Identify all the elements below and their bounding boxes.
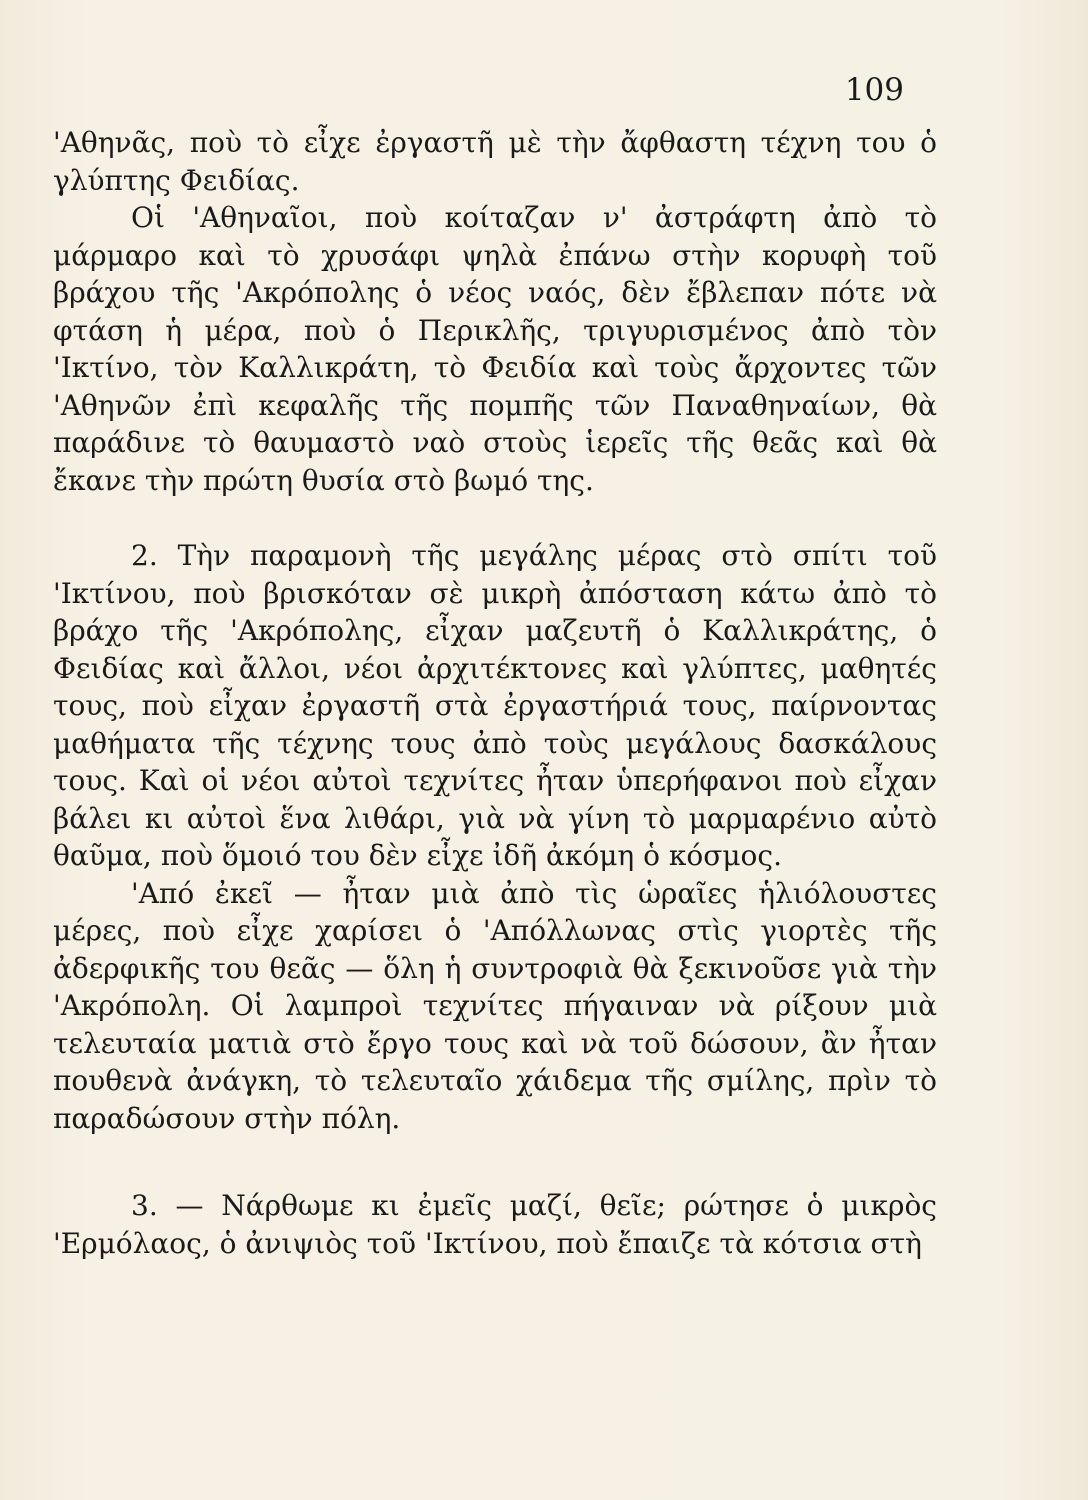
paragraph-3: 2. Τὴν παραμονὴ τῆς μεγάλης μέρας στὸ σπίτι τοῦ 'Ικτίνου, ποὺ βρισκόταν σὲ μικρὴ ἀπόσταση κάτω ἀπὸ τὸ βράχο τῆς 'Ακρόπολης, εἶχαν μαζευτῆ ὁ Καλλικράτης, ὁ Φειδίας καὶ ἄλλοι, νέοι ἀρχιτέκτονες καὶ γλύπτες, μαθητές τους, ποὺ εἶχαν ἐργαστῆ στὰ ἐργαστήριά τους, παίρνοντας μαθήματα τῆς τέχνης τους ἀπὸ τοὺς μεγάλους δασκάλους τους. Καὶ οἱ νέοι αὐτοὶ τεχνίτες ἦταν ὑπερήφανοι ποὺ εἶχαν βάλει κι αὐτοὶ ἕνα λιθάρι, γιὰ νὰ γίνη τὸ μαρμαρένιο αὐτὸ θαῦμα, ποὺ ὅμοιό του δὲν εἶχε ἰδῆ ἀκόμη ὁ κόσμος. [53, 539, 937, 872]
body-text [53, 124, 937, 1262]
page-number: 109 [844, 72, 904, 108]
paragraph-1: 'Αθηνᾶς, ποὺ τὸ εἶχε ἐργαστῆ μὲ τὴν ἄφθαστη τέχνη του ὁ γλύπτης Φειδίας. [53, 126, 937, 197]
paragraph-2: Οἱ 'Αθηναῖοι, ποὺ κοίταζαν ν' ἀστράφτη ἀπὸ τὸ μάρμαρο καὶ τὸ χρυσάφι ψηλὰ ἐπάνω στὴν κορυφὴ τοῦ βράχου τῆς 'Ακρόπολης ὁ νέος ναός, δὲν ἔβλεπαν πότε νὰ φτάση ἡ μέρα, ποὺ ὁ Περικλῆς, τριγυρισμένος ἀπὸ τὸν 'Ικτίνο, τὸν Καλλικράτη, τὸ Φειδία καὶ τοὺς ἄρχοντες τῶν 'Αθηνῶν ἐπὶ κεφαλῆς τῆς πομπῆς τῶν Παναθηναίων, θὰ παράδινε τὸ θαυμαστὸ ναὸ στοὺς ἱερεῖς τῆς θεᾶς καὶ θὰ ἔκανε τὴν πρώτη θυσία στὸ βωμό της. [53, 201, 937, 497]
paragraph-4: 'Από ἐκεῖ — ἦταν μιὰ ἀπὸ τὶς ὡραῖες ἡλιόλουστες μέρες, ποὺ εἶχε χαρίσει ὁ 'Απόλλωνας στὶς γιορτὲς τῆς ἀδερφικῆς του θεᾶς — ὅλη ἡ συντροφιὰ θὰ ξεκινοῦσε γιὰ τὴν 'Ακρόπολη. Οἱ λαμπροὶ τεχνίτες πήγαιναν νὰ ρίξουν μιὰ τελευταία ματιὰ στὸ ἔργο τους καὶ νὰ τοῦ δώσουν, ἂν ἦταν πουθενὰ ἀνάγκη, τὸ τελευταῖο χάιδεμα τῆς σμίλης, πρὶν τὸ παραδώσουν στὴν πόλη. [53, 876, 937, 1135]
paragraph-5: 3. — Νάρθωμε κι ἐμεῖς μαζί, θεῖε; ρώτησε ὁ μικρὸς 'Ερμόλαος, ὁ ἀνιψιὸς τοῦ 'Ικτίνου, ποὺ ἔπαιζε τὰ κότσια στὴ [53, 1189, 937, 1260]
